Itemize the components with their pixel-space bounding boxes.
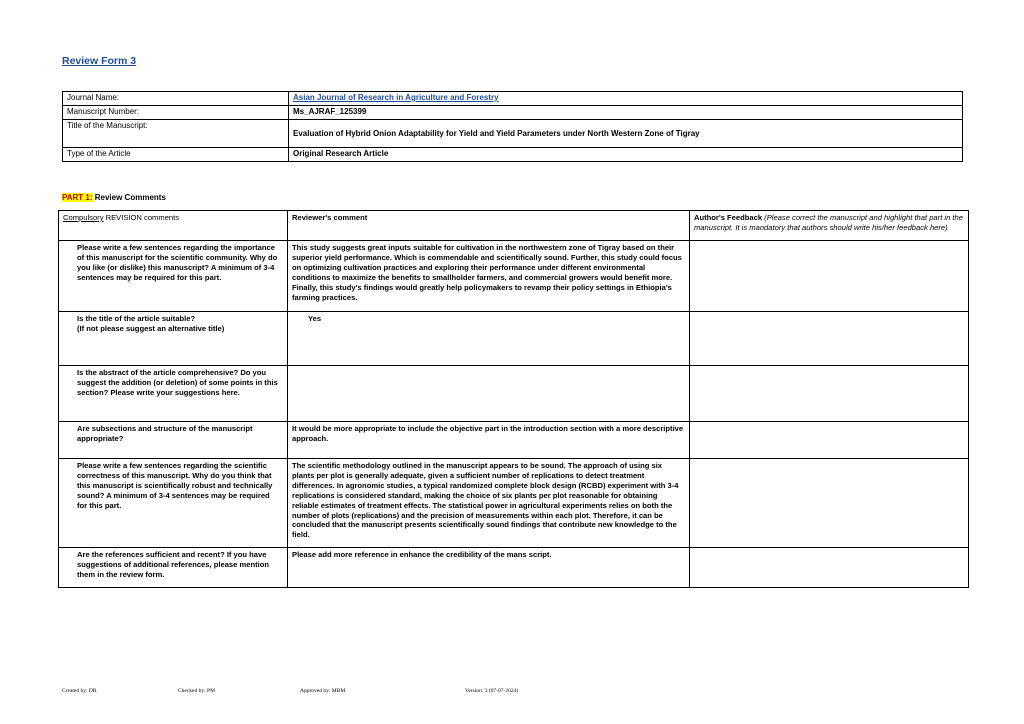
author-feedback-cell[interactable] [690, 459, 969, 548]
author-feedback-cell[interactable] [690, 312, 969, 366]
question-cell: Are subsections and structure of the manuscript appropriate? [59, 422, 288, 459]
footer-approved-by: Approved by: MBM [300, 688, 346, 694]
author-feedback-label: Author's Feedback [694, 213, 763, 222]
review-row-title [59, 312, 969, 366]
review-row-scientific-correctness [59, 459, 969, 548]
manuscript-number-value: Ms_AJRAF_125399 [289, 106, 963, 120]
author-feedback-cell[interactable] [690, 548, 969, 588]
reviewer-comment-cell [288, 366, 690, 422]
author-feedback-cell[interactable] [690, 422, 969, 459]
journal-name-value [289, 92, 963, 106]
review-comments-table [58, 210, 969, 588]
author-feedback-cell[interactable] [690, 366, 969, 422]
header-revision-comments [59, 211, 288, 241]
info-label: Type of the Article [63, 148, 289, 162]
reviewer-comment-cell: The scientific methodology outlined in the manuscript appears to be sound. The approach of using six plants per plot is generally adequate, given a sufficient number of replications to detect treatment differences. In agronomic studies, a typical randomized complete block design (RCBD) experiment with 3-4 replications is considered standard, making the choice of six plants per plot reasonable for obtaining reliable estimates of treatment effects. The statistical power in agricultural experiments relies on both the number of plots (replications) and the precision of measurements within each plot. Therefore, it can be concluded that the manuscript presents scientifically sound findings that contribute new knowledge to the field. [288, 459, 690, 548]
info-label: Manuscript Number: [63, 106, 289, 120]
question-cell: Are the references sufficient and recent? If you have suggestions of additional references, please mention them in the review form. [59, 548, 288, 588]
question-cell: Please write a few sentences regarding the importance of this manuscript for the scientific community. Why do you like (or dislike) this manuscript? A minimum of 3-4 sentences may be required for this part. [59, 241, 288, 312]
info-label: Title of the Manuscript: [63, 120, 289, 148]
question-cell: Please write a few sentences regarding the scientific correctness of this manuscript. Why do you think that this manuscript is scientifically robust and technically sound? A minimum of 3-4 sentences may be required for this part. [59, 459, 288, 548]
compulsory-label: Compulsory [63, 213, 104, 222]
author-feedback-cell[interactable] [690, 241, 969, 312]
part1-heading [62, 193, 166, 202]
review-table-header [59, 211, 969, 241]
reviewer-comment-cell: This study suggests great inputs suitable for cultivation in the northwestern zone of Tigray based on their superior yield performance. Which is commendable and scientifically sound. Further, this study could focus on optimizing cultivation practices and exploring their performance under different environmental conditions to maximize the benefits to smallholder farmers, and commercial growers would benefit more. Finally, this study's findings would greatly help policymakers to revamp their policy settings in Ethiopia's farming practices. [288, 241, 690, 312]
author-feedback-instructions: (Please correct the manuscript and highlight that part in the manuscript. It is mandatory that authors should write his/her feedback here) [694, 213, 963, 232]
footer-checked-by: Checked by: PM [178, 688, 215, 694]
article-type-row [63, 148, 963, 162]
manuscript-number-row [63, 106, 963, 120]
question-cell: Is the title of the article suitable? (If not please suggest an alternative title) [59, 312, 288, 366]
footer-created-by: Created by: DR [62, 688, 97, 694]
part1-title: Review Comments [92, 193, 166, 202]
journal-name-row [63, 92, 963, 106]
reviewer-comment-cell: Yes [288, 312, 690, 366]
header-author-feedback [690, 211, 969, 241]
review-row-references [59, 548, 969, 588]
header-reviewer-comment: Reviewer's comment [288, 211, 690, 241]
revision-comments-label: REVISION comments [103, 213, 180, 222]
reviewer-comment-cell: Please add more reference in enhance the credibility of the mans script. [288, 548, 690, 588]
article-type-value: Original Research Article [289, 148, 963, 162]
review-row-abstract [59, 366, 969, 422]
info-label: Journal Name: [63, 92, 289, 106]
manuscript-info-table [62, 91, 963, 162]
review-row-importance [59, 241, 969, 312]
journal-name-link[interactable]: Asian Journal of Research in Agriculture and Forestry [293, 93, 499, 102]
form-title: Review Form 3 [62, 55, 137, 67]
reviewer-comment-cell: It would be more appropriate to include the objective part in the introduction section with a more descriptive approach. [288, 422, 690, 459]
review-row-structure [59, 422, 969, 459]
question-cell: Is the abstract of the article comprehensive? Do you suggest the addition (or deletion) of some points in this section? Please write your suggestions here. [59, 366, 288, 422]
manuscript-title-value: Evaluation of Hybrid Onion Adaptability for Yield and Yield Parameters under North Western Zone of Tigray [289, 120, 963, 148]
part1-highlight: PART 1: [62, 193, 93, 202]
manuscript-title-row [63, 120, 963, 148]
footer-version: Version: 3 (07-07-2024) [465, 688, 519, 694]
